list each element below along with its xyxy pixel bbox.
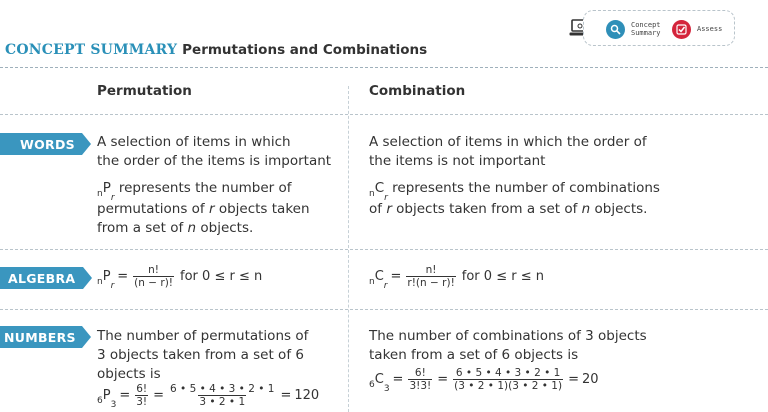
row-tag-words: WORDS [0, 133, 82, 155]
page-header [5, 39, 427, 59]
words-combination-text: A selection of items in which the order of the items is not important [369, 134, 647, 169]
words-permutation-definition: $_nP_r$ represents the number of permutations of r objects taken from a set of n objects. [97, 180, 310, 236]
concept-summary-label: Concept Summary [631, 21, 661, 37]
checkmark-icon [672, 20, 691, 39]
row-tag-numbers: NUMBERS [0, 326, 82, 348]
concept-summary-heading: CONCEPT SUMMARY [5, 42, 178, 58]
header-divider [0, 67, 768, 68]
toolbar-pill [583, 10, 735, 46]
algebra-permutation-formula: $_nP_r$ = $\frac{n!}{(n - r)!}$ for 0 ≤ r ≤ n [97, 264, 263, 291]
algebra-combination-formula: $_nC_r$ = $\frac{n!}{r!(n - r)!}$ for 0 ≤ r ≤ n [369, 264, 544, 291]
words-permutation-text: A selection of items in which the order of the items is important [97, 134, 332, 169]
column-header-combination: Combination [369, 83, 466, 99]
assess-label: Assess [697, 25, 723, 33]
column-header-permutation: Permutation [97, 83, 192, 99]
numbers-permutation-formula: $_6P_3$ = $\frac{6!}{3!}$ = $\frac{6 • 5 • 4 • 3 • 2 • 1}{3 • 2 • 1}$ = 120 [97, 383, 320, 410]
concept-summary-button[interactable] [606, 19, 661, 39]
assess-button[interactable] [672, 19, 722, 39]
magnifier-icon [606, 20, 625, 39]
column-divider [348, 86, 349, 412]
row-divider [0, 249, 768, 250]
row-divider [0, 114, 768, 115]
words-combination-definition: $_nC_r$ represents the number of combinations of r objects taken from a set of n objects. [369, 180, 660, 217]
numbers-combination-text: The number of combinations of 3 objects taken from a set of 6 objects is [369, 328, 647, 363]
row-divider [0, 309, 768, 310]
toolbar [563, 10, 735, 46]
row-tag-algebra: ALGEBRA [0, 267, 83, 289]
numbers-combination-formula: $_6C_3$ = $\frac{6!}{3!3!}$ = $\frac{6 • 5 • 4 • 3 • 2 • 1}{(3 • 2 • 1)(3 • 2 • 1)}$ = 20 [369, 367, 599, 394]
numbers-permutation-text: The number of permutations of 3 objects taken from a set of 6 objects is [97, 328, 309, 382]
page-title: Permutations and Combinations [182, 42, 428, 58]
